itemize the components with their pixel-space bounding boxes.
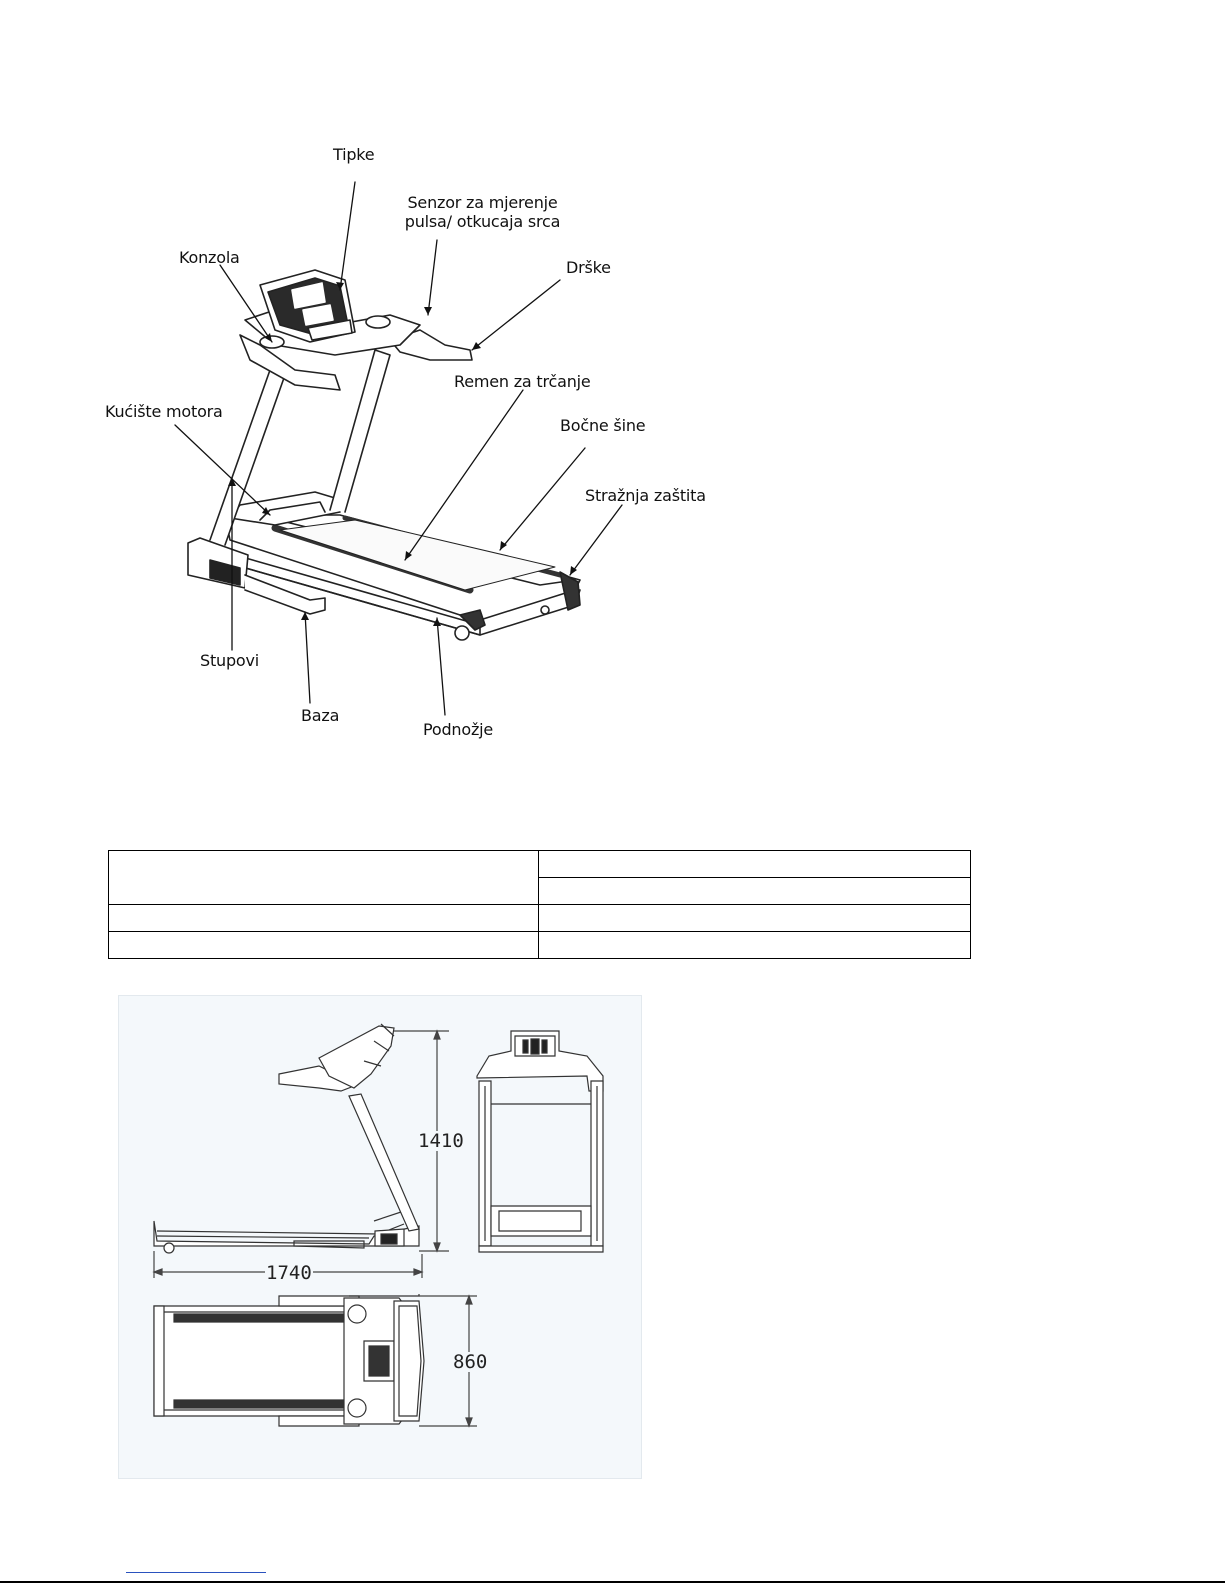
table-cell [109,932,539,959]
spec-table [108,850,971,959]
label-remen: Remen za trčanje [454,372,591,391]
label-bocne-sine: Bočne šine [560,416,646,435]
label-konzola: Konzola [179,248,240,267]
table-cell [539,878,971,905]
label-stupovi: Stupovi [200,651,260,670]
treadmill-parts-figure [100,120,740,770]
label-senzor [390,193,575,231]
label-drske: Drške [566,258,611,277]
dimension-width-label: 860 [453,1351,488,1373]
table-row [109,851,971,878]
table-cell [109,905,539,932]
footer-link-underline[interactable] [126,1572,266,1573]
table-cell [539,932,971,959]
table-cell [539,905,971,932]
side-view [154,1024,419,1253]
front-view [477,1031,603,1252]
label-baza: Baza [301,706,340,725]
label-kuciste-motora: Kućište motora [105,402,223,421]
table-row [109,932,971,959]
label-senzor-line1: Senzor za mjerenje [407,193,558,212]
dimensions-drawing [118,995,642,1479]
label-podnozje: Podnožje [423,720,494,739]
table-row [109,905,971,932]
table-cell [539,851,971,878]
label-tipke: Tipke [333,145,375,164]
dimensions-technical-drawing [119,996,643,1480]
label-senzor-line2: pulsa/ otkucaja srca [404,212,561,231]
label-straznja-zastita: Stražnja zaštita [585,486,706,505]
footer-divider [0,1581,1225,1583]
table-cell [109,851,539,905]
top-view [154,1294,424,1426]
dimension-length-label: 1740 [266,1262,312,1284]
dimension-height-label: 1410 [418,1130,464,1152]
